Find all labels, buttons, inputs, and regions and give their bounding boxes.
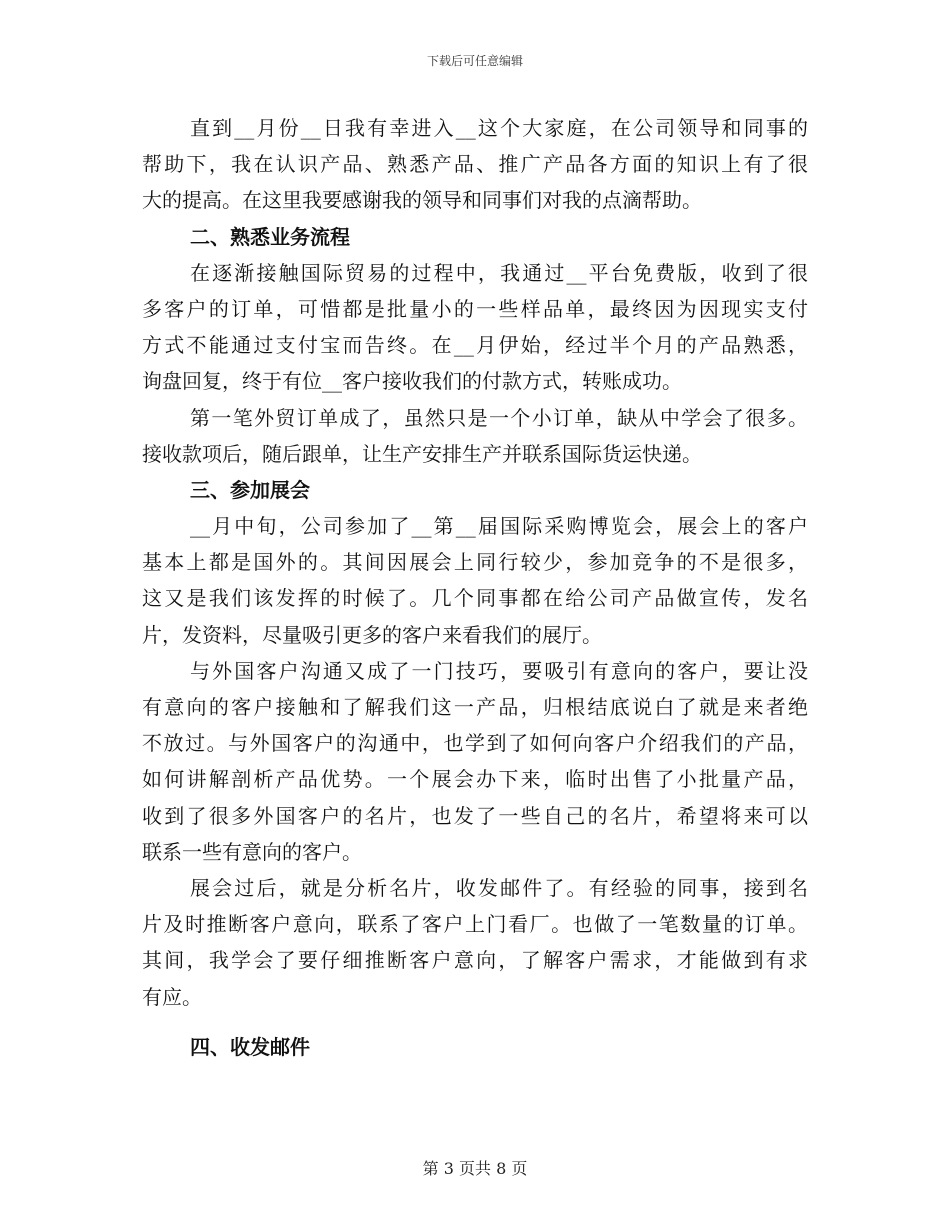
section-heading: 三、参加展会: [190, 477, 310, 502]
text-line: 询盘回复，终于有位__客户接收我们的付款方式，转账成功。: [142, 369, 682, 394]
text-line: 展会过后，就是分析名片，收发邮件了。有经验的同事，接到名: [190, 875, 808, 900]
text-line: 联系一些有意向的客户。: [142, 839, 362, 864]
text-line: 其间，我学会了要仔细推断客户意向，了解客户需求，才能做到有求: [142, 948, 808, 973]
text-line: 直到__月份__日我有幸进入__这个大家庭，在公司领导和同事的: [190, 116, 808, 140]
text-line: 帮助下，我在认识产品、熟悉产品、推广产品各方面的知识上有了很: [142, 152, 808, 177]
page-footer: 第 3 页共 8 页: [422, 1159, 528, 1178]
text-line: 大的提高。在这里我要感谢我的领导和同事们对我的点滴帮助。: [142, 188, 702, 213]
paragraph: [142, 870, 808, 1015]
text-line: 片及时推断客户意向，联系了客户上门看厂。也做了一笔数量的订单。: [142, 912, 808, 937]
section-heading: 二、熟悉业务流程: [190, 224, 350, 249]
paragraph: [142, 400, 808, 472]
text-line: 如何讲解剖析产品优势。一个展会办下来，临时出售了小批量产品，: [142, 767, 808, 792]
text-line: 这又是我们该发挥的时候了。几个同事都在给公司产品做宣传，发名: [142, 586, 808, 611]
text-line: 在逐渐接触国际贸易的过程中，我通过__平台免费版，收到了很: [190, 260, 808, 285]
paragraph: [142, 653, 808, 870]
document-body: [142, 110, 808, 1065]
text-line: 与外国客户沟通又成了一门技巧，要吸引有意向的客户，要让没: [190, 658, 808, 683]
text-line: 多客户的订单，可惜都是批量小的一些样品单，最终因为因现实支付: [142, 296, 808, 321]
text-line: 不放过。与外国客户的沟通中，也学到了如何向客户介绍我们的产品，: [142, 731, 808, 756]
text-line: 基本上都是国外的。其间因展会上同行较少，参加竞争的不是很多，: [142, 550, 808, 575]
text-line: 接收款项后，随后跟单，让生产安排生产并联系国际货运快递。: [142, 441, 702, 466]
paragraph: [142, 110, 808, 219]
text-line: 收到了很多外国客户的名片，也发了一些自己的名片，希望将来可以: [142, 803, 808, 828]
text-line: 片，发资料，尽量吸引更多的客户来看我们的展厅。: [142, 622, 602, 647]
paragraph: [142, 255, 808, 400]
text-line: 方式不能通过支付宝而告终。在__月伊始，经过半个月的产品熟悉，: [142, 333, 808, 358]
text-line: 有应。: [142, 984, 202, 1009]
page-header: 下载后可任意编辑: [426, 54, 523, 68]
paragraph: [142, 508, 808, 653]
text-line: __月中旬，公司参加了__第__届国际采购博览会，展会上的客户: [190, 514, 808, 539]
text-line: 有意向的客户接触和了解我们这一产品，归根结底说白了就是来者绝: [142, 695, 808, 719]
section-heading: 四、收发邮件: [190, 1034, 310, 1059]
text-line: 第一笔外贸订单成了，虽然只是一个小订单，缺从中学会了很多。: [190, 405, 808, 430]
